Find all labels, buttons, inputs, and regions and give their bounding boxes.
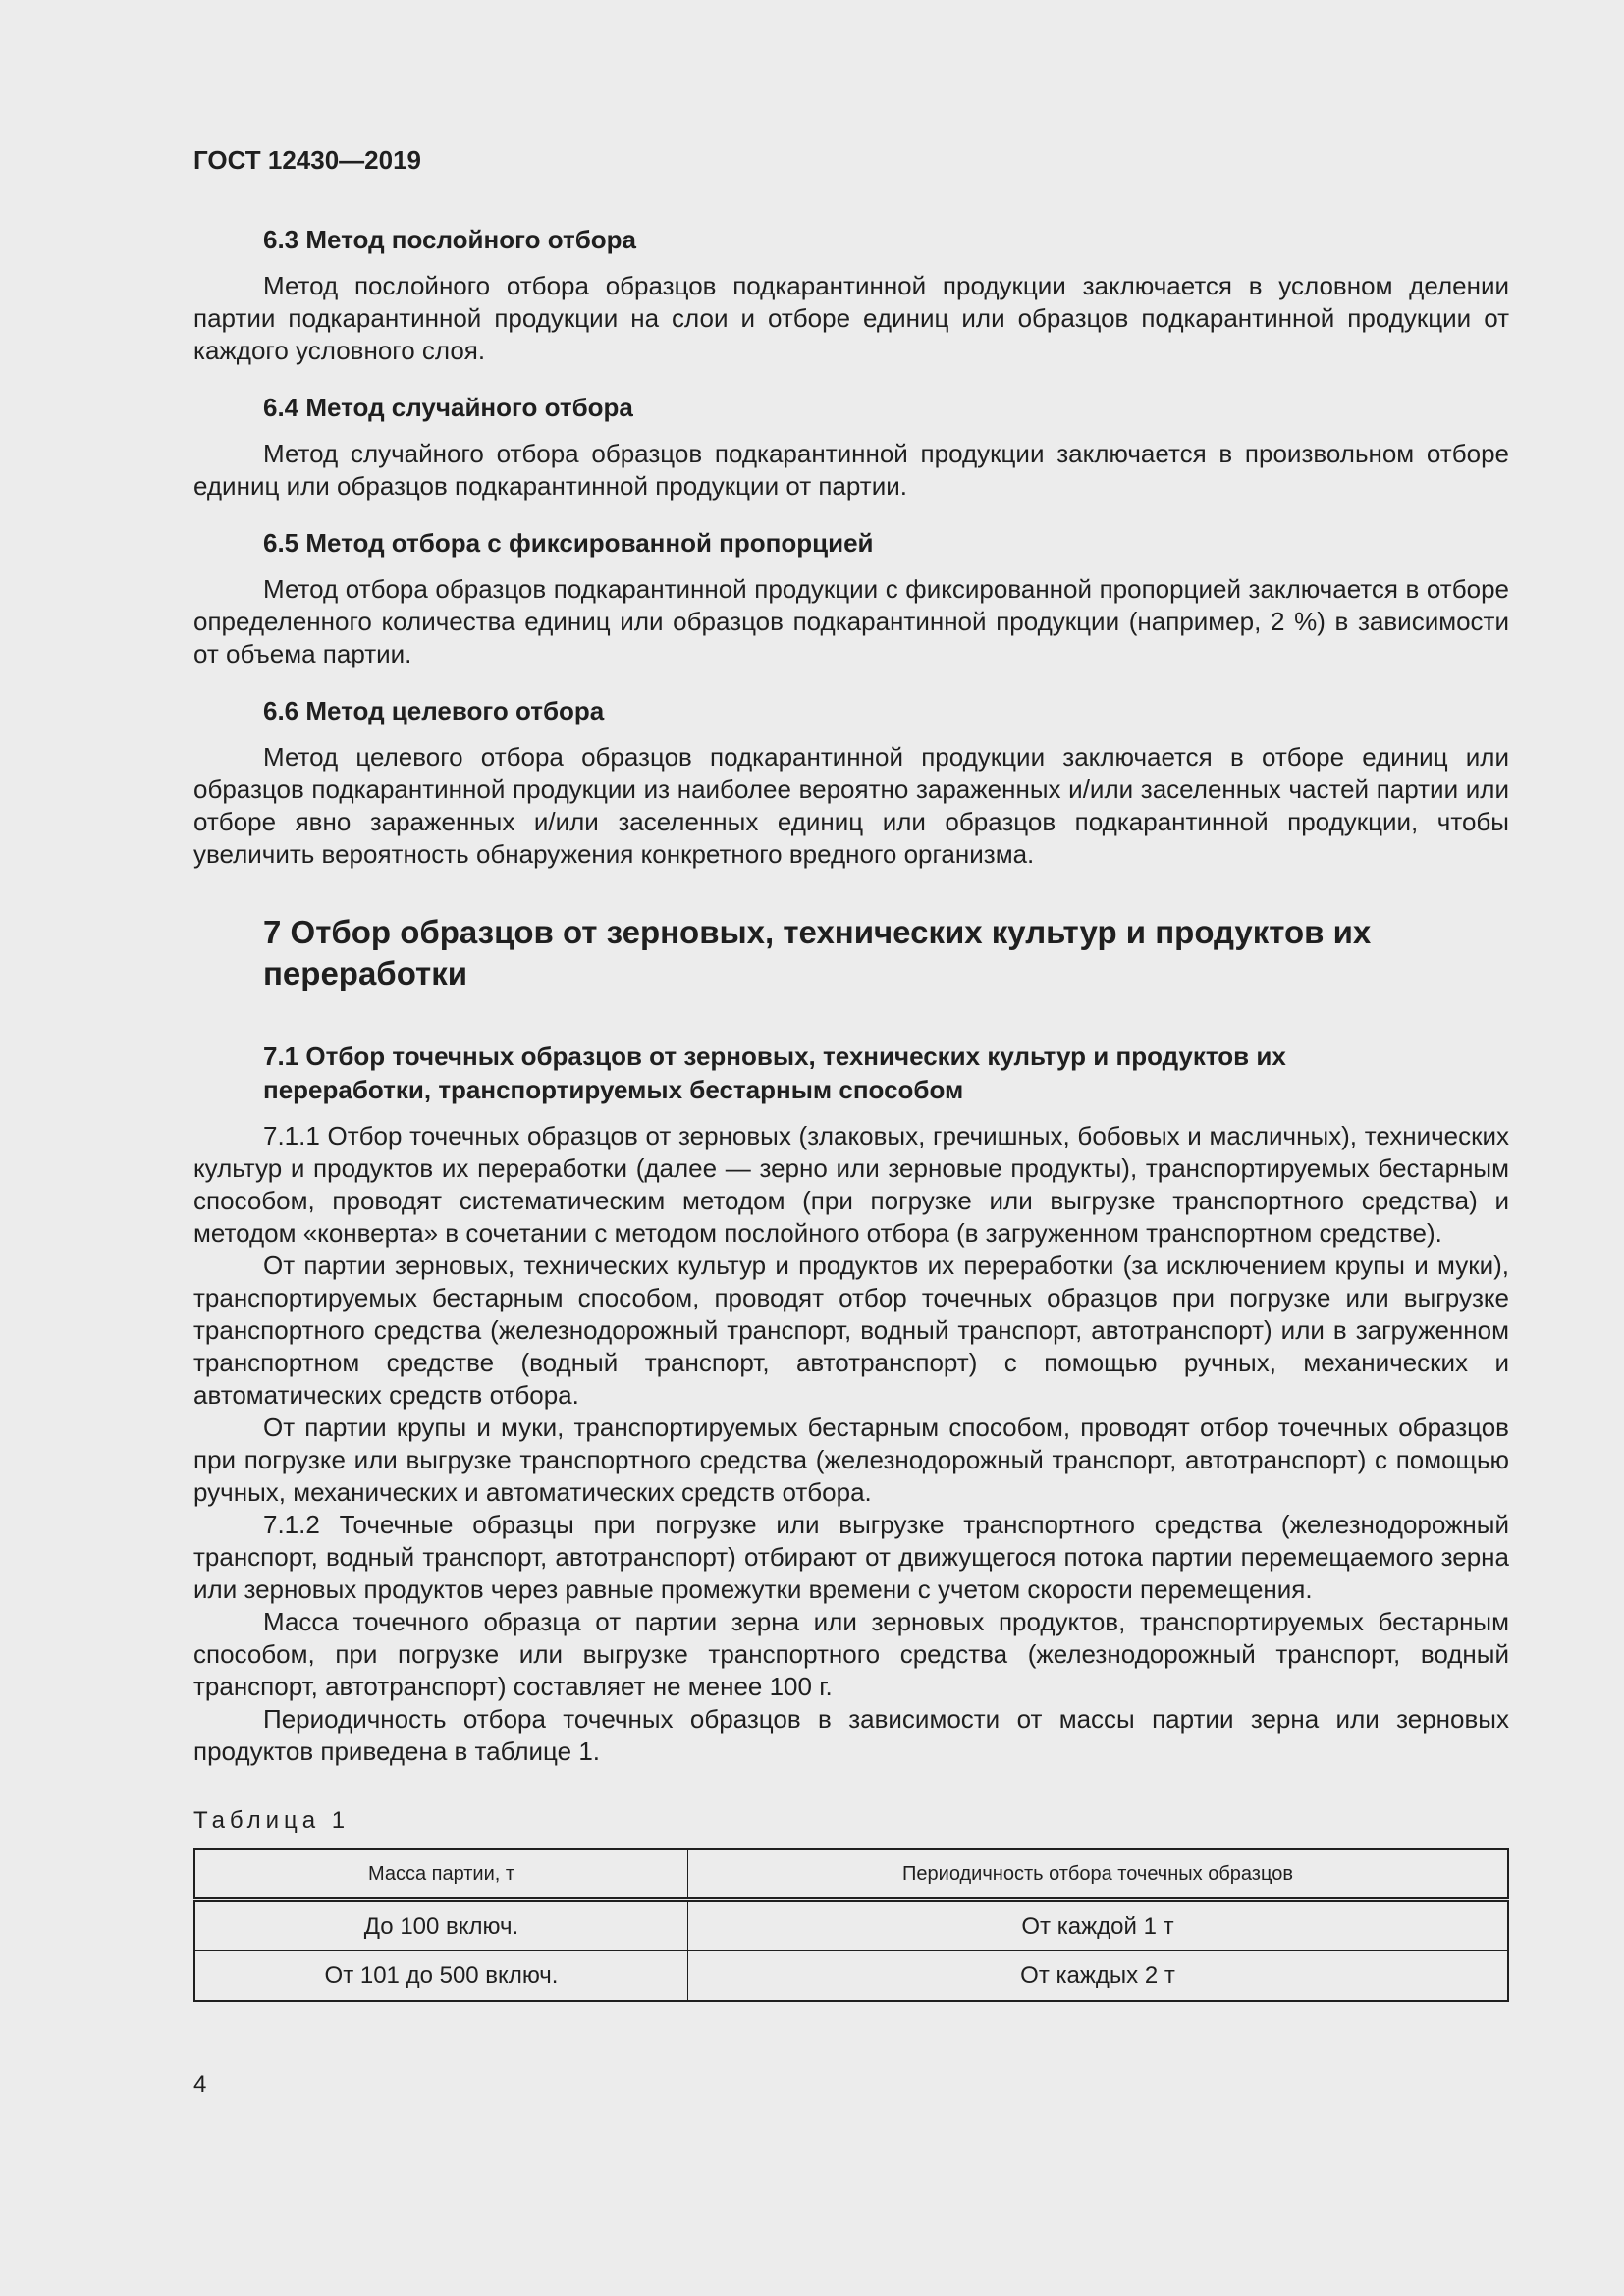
paragraph-grain-lots: От партии зерновых, технических культур и продуктов их переработки (за исключением крупы и муки), транспортируемых бестарным способом, проводят отбор точечных образцов при погрузке или выгрузке транспортного средства (железнодорожный транспорт, водный транспорт, автотранспорт) или в загруженном транспортном средстве (водный транспорт, автотранспорт) с помощью ручных, механических и автоматических средств отбора.: [193, 1251, 1509, 1410]
section-6-5-text: Метод отбора образцов подкарантинной продукции с фиксированной пропорцией заключается в отборе определенного количества единиц или образцов подкарантинной продукции (например, 2 %) в зависимости от объема партии.: [193, 574, 1509, 668]
sampling-periodicity-table: [193, 1848, 1509, 2002]
paragraph-periodicity: Периодичность отбора точечных образцов в зависимости от массы партии зерна или зерновых продуктов приведена в таблице 1.: [193, 1704, 1509, 1766]
table-cell: До 100 включ.: [194, 1900, 688, 1951]
section-7-1-title: 7.1 Отбор точечных образцов от зерновых, технических культур и продуктов их переработки, транспортируемых бестарным способом: [263, 1041, 1286, 1104]
paragraph-groats-flour: От партии крупы и муки, транспортируемых бестарным способом, проводят отбор точечных образцов при погрузке или выгрузке транспортного средства (железнодорожный транспорт, автотранспорт) с помощью ручных, механических и автоматических средств отбора.: [193, 1413, 1509, 1507]
section-6-3-title: 6.3 Метод послойного отбора: [263, 225, 636, 254]
table-cell: От 101 до 500 включ.: [194, 1951, 688, 2002]
section-7-title: 7 Отбор образцов от зерновых, технических культур и продуктов их переработки: [263, 914, 1372, 991]
section-6-6-text: Метод целевого отбора образцов подкарантинной продукции заключается в отборе единиц или образцов подкарантинной продукции из наиболее вероятно зараженных и/или заселенных частей партии или отборе явно зараженных и/или заселенных единиц или образцов подкарантинной продукции, чтобы увеличить вероятность обнаружения конкретного вредного организма.: [193, 742, 1509, 869]
section-6-6-title: 6.6 Метод целевого отбора: [263, 696, 605, 725]
page-number: 4: [193, 2071, 207, 2098]
table-cell: От каждых 2 т: [688, 1951, 1509, 2002]
document-header: ГОСТ 12430—2019: [193, 145, 421, 175]
table-header-row: [194, 1849, 1508, 1900]
table-row: [194, 1900, 1508, 1951]
document-page: [193, 145, 1509, 2002]
section-6-5-title: 6.5 Метод отбора с фиксированной пропорцией: [263, 528, 874, 558]
paragraph-7-1-1: 7.1.1 Отбор точечных образцов от зерновых (злаковых, гречишных, бобовых и масличных), технических культур и продуктов их переработки (далее — зерно или зерновые продукты), транспортируемых бестарным способом, проводят систематическим методом (при погрузке или выгрузке транспортного средства) и методом «конверта» в сочетании с методом послойного отбора (в загруженном транспортном средстве).: [193, 1121, 1509, 1248]
section-6-4-text: Метод случайного отбора образцов подкарантинной продукции заключается в произвольном отборе единиц или образцов подкарантинной продукции от партии.: [193, 439, 1509, 501]
paragraph-sample-mass: Масса точечного образца от партии зерна или зерновых продуктов, транспортируемых бестарным способом, при погрузке или выгрузке транспортного средства (железнодорожный транспорт, водный транспорт, автотранспорт) составляет не менее 100 г.: [193, 1607, 1509, 1701]
table-header-cell: Периодичность отбора точечных образцов: [688, 1849, 1509, 1900]
paragraph-7-1-2: 7.1.2 Точечные образцы при погрузке или выгрузке транспортного средства (железнодорожный транспорт, водный транспорт, автотранспорт) отбирают от движущегося потока партии перемещаемого зерна или зерновых продуктов через равные промежутки времени с учетом скорости перемещения.: [193, 1510, 1509, 1604]
table-caption: Таблица 1: [193, 1807, 351, 1834]
section-6-3-text: Метод послойного отбора образцов подкарантинной продукции заключается в условном делении партии подкарантинной продукции на слои и отборе единиц или образцов подкарантинной продукции от каждого условного слоя.: [193, 271, 1509, 365]
section-6-4-title: 6.4 Метод случайного отбора: [263, 393, 633, 422]
table-cell: От каждой 1 т: [688, 1900, 1509, 1951]
table-header-cell: Масса партии, т: [194, 1849, 688, 1900]
table-row: [194, 1951, 1508, 2002]
